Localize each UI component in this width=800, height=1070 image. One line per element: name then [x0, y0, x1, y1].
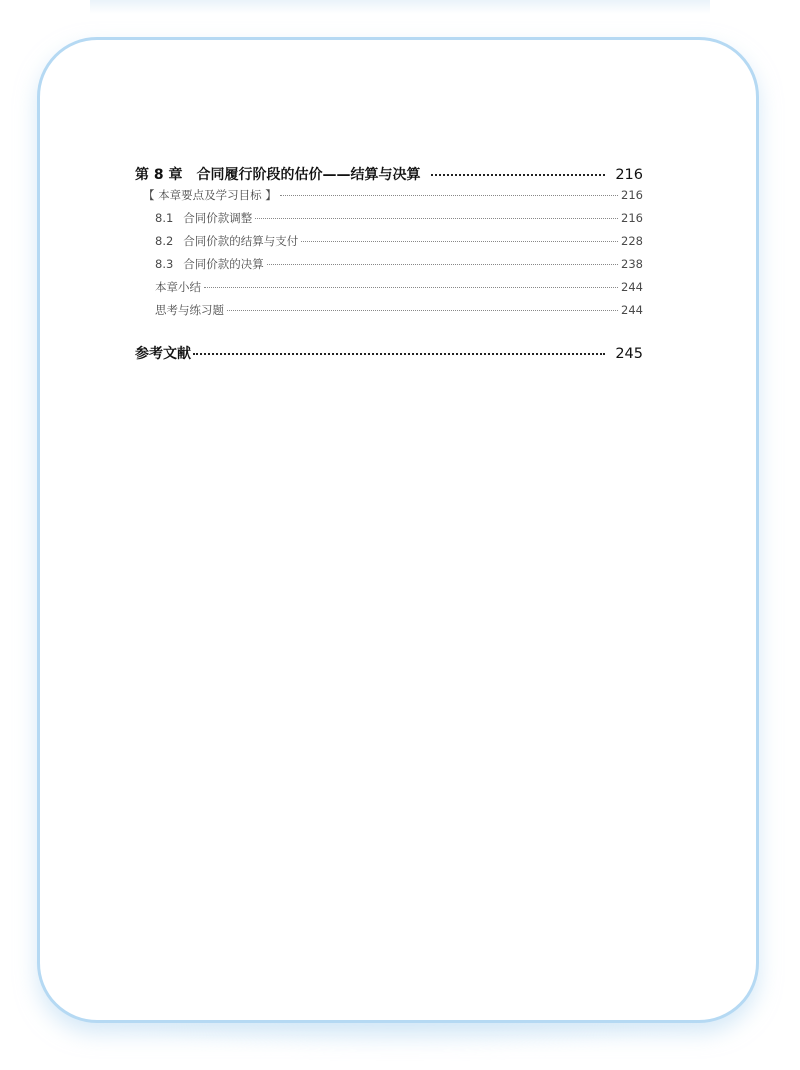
leader-dots: [227, 309, 618, 311]
entry-title: 思考与练习题: [155, 303, 224, 317]
chapter-label: 第 8 章: [135, 167, 183, 183]
entry-title: 本章小结: [155, 280, 201, 294]
leader-dots: [255, 217, 618, 219]
section-number: 8.1: [155, 211, 174, 225]
entry-title: 合同价款的结算与支付: [183, 234, 299, 248]
toc-entry-objectives[interactable]: [135, 187, 643, 203]
toc-entry-8-3[interactable]: [135, 256, 643, 272]
leader-dots: [280, 194, 618, 196]
entry-page: 216: [621, 188, 643, 202]
references-page: 245: [615, 346, 643, 362]
section-number: 8.2: [155, 234, 174, 248]
toc-references[interactable]: [135, 343, 643, 363]
toc-entry-8-1[interactable]: [135, 210, 643, 226]
leader-dots: [267, 263, 618, 265]
toc-entry-summary[interactable]: [135, 279, 643, 295]
entry-page: 228: [621, 234, 643, 248]
entry-page: 244: [621, 280, 643, 294]
entry-page: 238: [621, 257, 643, 271]
entry-title: 合同价款调整: [183, 211, 253, 225]
references-title: 参考文献: [135, 346, 191, 362]
entry-title: 合同价款的决算: [183, 257, 264, 271]
leader-dots: [193, 352, 605, 355]
section-number: 8.3: [155, 257, 174, 271]
leader-dots: [431, 173, 606, 176]
chapter-page: 216: [615, 167, 643, 183]
leader-dots: [204, 286, 618, 288]
chapter-title: 合同履行阶段的估价——结算与决算: [196, 167, 421, 183]
top-fade-decoration: [90, 0, 710, 14]
toc-entry-8-2[interactable]: [135, 233, 643, 249]
leader-dots: [301, 240, 618, 242]
entry-page: 216: [621, 211, 643, 225]
toc-entry-exercises[interactable]: [135, 302, 643, 318]
toc-chapter-8[interactable]: [135, 164, 643, 184]
entry-title: 【 本章要点及学习目标 】: [143, 188, 277, 202]
toc-card: [37, 37, 759, 1023]
entry-page: 244: [621, 303, 643, 317]
